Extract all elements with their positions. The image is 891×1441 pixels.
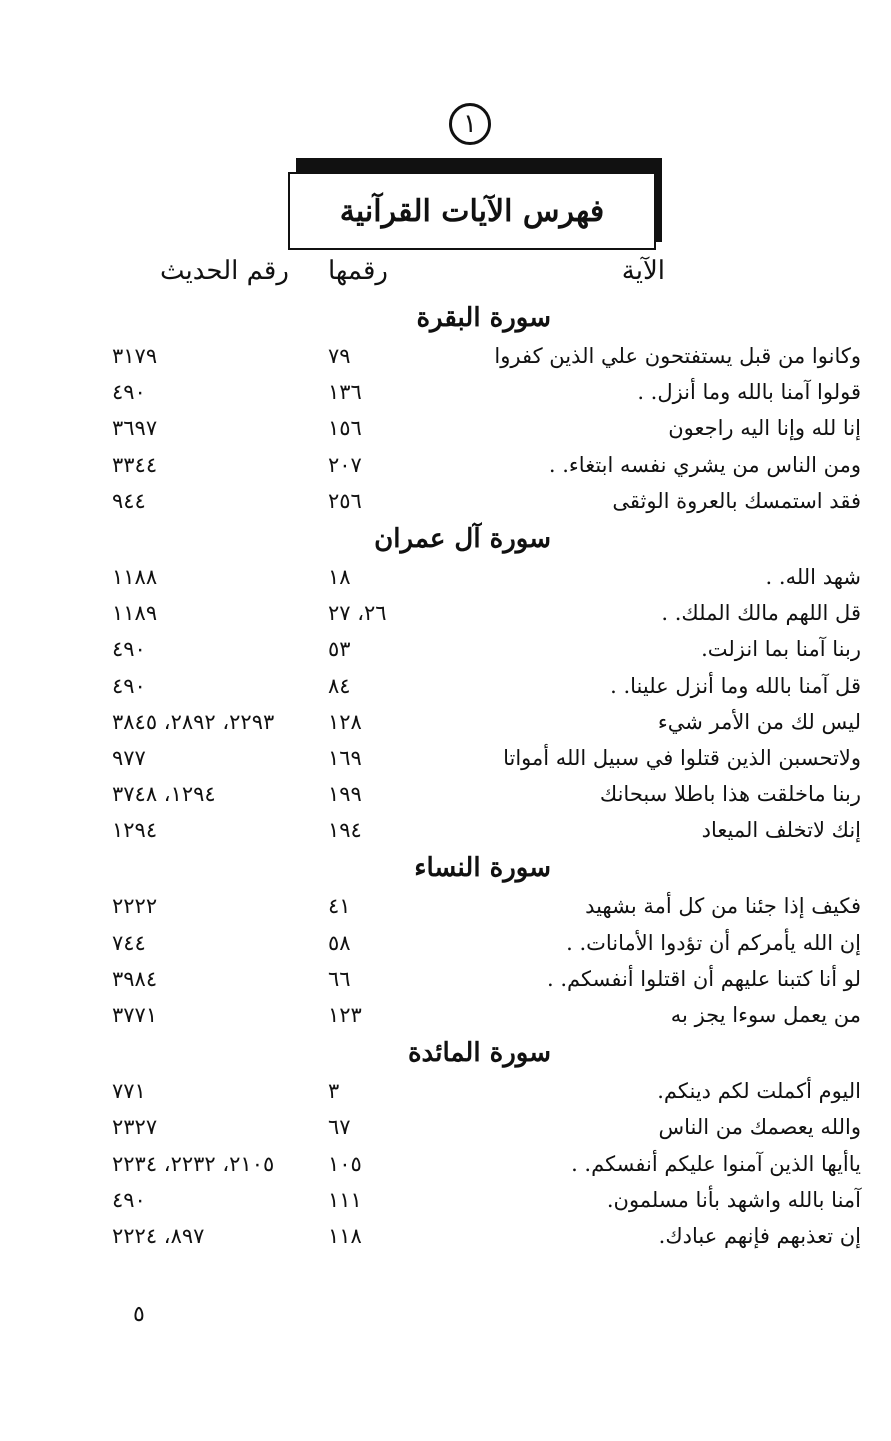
hadith-numbers: ٣٧٧١ (112, 1003, 158, 1027)
header-verse: الآية (621, 256, 665, 286)
surah-title: سورة آل عمران (374, 523, 551, 554)
hadith-numbers: ٣٩٨٤ (112, 966, 158, 991)
hadith-numbers: ٩٧٧ (112, 745, 146, 770)
index-row (0, 668, 891, 704)
verse-text: لو أنا كتبنا عليهم أن اقتلوا أنفسكم. . (547, 966, 861, 991)
verse-text: اليوم أكملت لكم دينكم. (657, 1079, 861, 1104)
index-row (0, 888, 891, 924)
hadith-numbers: ٤٩٠ (112, 380, 146, 405)
verse-number: ٦٧ (328, 1115, 351, 1140)
index-row (0, 1182, 891, 1218)
verse-number: ١٩٤ (328, 818, 362, 843)
index-content (0, 298, 891, 1254)
verse-text: والله يعصمك من الناس (658, 1115, 861, 1140)
index-row (0, 595, 891, 631)
verse-text: شهد الله. . (765, 564, 861, 589)
verse-text: فقد استمسك بالعروة الوثقى (612, 488, 861, 513)
verse-text: إنا لله وإنا اليه راجعون (668, 416, 861, 441)
hadith-numbers: ٧٧١ (112, 1079, 146, 1104)
verse-text: إنك لاتخلف الميعاد (701, 818, 861, 843)
index-row (0, 925, 891, 961)
index-row (0, 961, 891, 997)
hadith-numbers: ١١٨٨ (112, 564, 158, 589)
hadith-numbers: ٤٩٠ (112, 637, 146, 662)
hadith-numbers: ٣٣٤٤ (112, 452, 158, 477)
verse-number: ٤١ (328, 894, 351, 919)
index-row (0, 410, 891, 446)
verse-text: آمنا بالله واشهد بأنا مسلمون. (606, 1187, 861, 1212)
hadith-numbers: ٧٤٤ (112, 930, 146, 955)
hadith-numbers: ١٢٩٤، ٣٧٤٨ (112, 782, 216, 807)
verse-number: ١١١ (328, 1187, 362, 1212)
hadith-numbers: ٢٢٩٣، ٢٨٩٢، ٣٨٤٥ (112, 709, 275, 734)
hadith-numbers: ٩٤٤ (112, 488, 146, 513)
hadith-numbers: ٣٦٩٧ (112, 416, 158, 441)
surah-title: سورة المائدة (407, 1038, 551, 1069)
verse-number: ١٥٦ (328, 416, 362, 441)
index-row (0, 483, 891, 519)
column-headers (0, 256, 891, 296)
verse-text: ربنا ماخلقت هذا باطلا سبحانك (599, 782, 861, 807)
verse-number: ٧٩ (328, 344, 351, 368)
hadith-numbers: ٢٣٢٧ (112, 1115, 158, 1140)
verse-text: من يعمل سوءا يجز به (670, 1003, 861, 1027)
header-hadith-number: رقم الحديث (160, 256, 289, 286)
verse-number: ١٢٣ (328, 1003, 362, 1027)
index-row (0, 338, 891, 374)
verse-text: ليس لك من الأمر شيء (657, 709, 861, 734)
index-row (0, 997, 891, 1033)
index-row (0, 1109, 891, 1145)
verse-text: قل آمنا بالله وما أنزل علينا. . (610, 673, 861, 698)
surah-title: سورة البقرة (416, 303, 551, 333)
header-verse-number: رقمها (328, 256, 388, 286)
verse-text: إن الله يأمركم أن تؤدوا الأمانات. . (566, 930, 861, 955)
hadith-numbers: ٢٢٢٢ (112, 894, 158, 919)
index-row (0, 1146, 891, 1182)
verse-text: قولوا آمنا بالله وما أنزل. . (637, 380, 861, 405)
verse-number: ١٨ (328, 564, 351, 589)
verse-text: ياأيها الذين آمنوا عليكم أنفسكم. . (571, 1151, 861, 1176)
index-row (0, 1218, 891, 1254)
index-row (0, 447, 891, 483)
verse-number: ٢٥٦ (328, 488, 362, 513)
index-row (0, 812, 891, 848)
index-row (0, 704, 891, 740)
verse-text: وكانوا من قبل يستفتحون علي الذين كفروا (494, 344, 861, 368)
index-row (0, 631, 891, 667)
hadith-numbers: ١١٨٩ (112, 601, 158, 626)
hadith-numbers: ٨٩٧، ٢٢٢٤ (112, 1223, 205, 1248)
surah-title: سورة النساء (414, 853, 551, 884)
verse-number: ١١٨ (328, 1223, 362, 1248)
verse-number: ٢٠٧ (328, 452, 362, 477)
verse-text: ومن الناس من يشري نفسه ابتغاء. . (548, 452, 861, 477)
verse-number: ١٠٥ (328, 1151, 362, 1176)
verse-text: فكيف إذا جئنا من كل أمة بشهيد (585, 894, 861, 919)
index-row (0, 374, 891, 410)
hadith-numbers: ١٢٩٤ (112, 818, 158, 843)
index-row (0, 1073, 891, 1109)
hadith-numbers: ٤٩٠ (112, 673, 146, 698)
hadith-numbers: ٤٩٠ (112, 1187, 146, 1212)
verse-number: ٨٤ (328, 673, 351, 698)
verse-text: ربنا آمنا بما انزلت. (701, 637, 861, 662)
verse-text: إن تعذبهم فإنهم عبادك. (658, 1223, 861, 1248)
verse-text: ولاتحسبن الذين قتلوا في سبيل الله أمواتا (503, 745, 861, 770)
hadith-numbers: ٢١٠٥، ٢٢٣٢، ٢٢٣٤ (112, 1151, 275, 1176)
page-number: ٥ (133, 1302, 145, 1327)
hadith-numbers: ٣١٧٩ (112, 344, 158, 368)
chapter-number-badge: ١ (449, 103, 491, 145)
verse-number: ٥٨ (328, 930, 351, 955)
verse-number: ١٩٩ (328, 782, 362, 807)
verse-number: ١٢٨ (328, 709, 362, 734)
verse-number: ١٦٩ (328, 745, 362, 770)
index-row (0, 559, 891, 595)
index-row (0, 776, 891, 812)
page-title: فهرس الآيات القرآنية (288, 172, 656, 250)
verse-number: ٦٦ (328, 966, 351, 991)
verse-text: قل اللهم مالك الملك. . (661, 601, 861, 626)
verse-number: ٣ (328, 1079, 340, 1104)
verse-number: ٥٣ (328, 637, 351, 662)
index-row (0, 740, 891, 776)
verse-number: ١٣٦ (328, 380, 362, 405)
verse-number: ٢٦، ٢٧ (328, 601, 387, 626)
